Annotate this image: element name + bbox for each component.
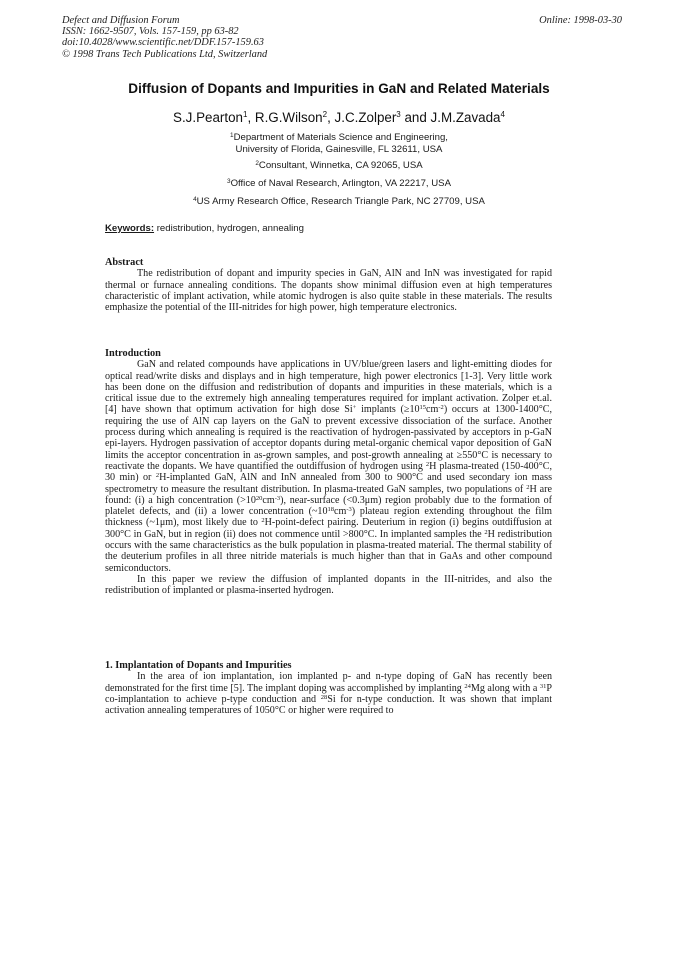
introduction-section [105, 348, 552, 597]
issn-line: ISSN: 1662-9507, Vols. 157-159, pp 63-82 [62, 26, 239, 38]
author-name: J.M.Zavada [430, 110, 501, 125]
section-paragraph: In the area of ion implantation, ion implanted p- and n-type doping of GaN has recently been demonstrated for the first time [5]. The implant doping was accomplished by implanting $^{24}$Mg along with a $^{31}$P co-implantation to achieve p-type conduction and $^{28}$Si for n-type conduction. It was shown that implant activation annealing temperatures of 1050°C or higher were required to [105, 671, 553, 717]
copyright-line: © 1998 Trans Tech Publications Ltd, Switzerland [62, 48, 268, 60]
author-name: S.J.Pearton [173, 110, 243, 125]
author-separator: and [400, 110, 431, 125]
implantation-section [105, 660, 552, 716]
abstract-heading: Abstract [105, 257, 144, 268]
author-mark: 4 [500, 110, 505, 119]
abstract-section [105, 257, 552, 313]
affiliation-line: University of Florida, Gainesville, FL 32611, USA [235, 143, 443, 155]
introduction-paragraph: In this paper we review the diffusion of implanted dopants in the III-nitrides, and also the redistribution of implanted or plasma-inserted hydrogen. [105, 573, 552, 597]
section-heading: 1. Implantation of Dopants and Impurities [105, 660, 292, 671]
abstract-paragraph: The redistribution of dopant and impurity species in GaN, AlN and InN was investigated for rapid thermal or furnace annealing conditions. The dopants show minimal diffusion even at high temperatures characteristic of implant activation, while atomic hydrogen is also quite stable in these materials. The results emphasize the potential of the III-nitrides for high power, high temperature electronics. [105, 268, 552, 314]
affiliation-mark: 1 [230, 132, 234, 139]
affiliation-mark: 3 [227, 178, 231, 185]
author-mark: 3 [396, 110, 401, 119]
citation-block [62, 15, 622, 60]
author-list [0, 110, 678, 125]
affiliation-1 [0, 132, 678, 155]
author-separator: , [247, 110, 255, 125]
online-date: Online: 1998-03-30 [539, 15, 622, 26]
affiliation-line: Office of Naval Research, Arlington, VA 22217, USA [230, 178, 451, 189]
author-mark: 2 [322, 110, 328, 119]
affiliation-line: US Army Research Office, Research Triangle Park, NC 27709, USA [196, 196, 485, 207]
author-separator: , [327, 110, 335, 125]
keywords-line [105, 223, 304, 234]
paper-title: Diffusion of Dopants and Impurities in GaN and Related Materials [128, 81, 550, 96]
affiliation-mark: 4 [193, 196, 197, 203]
affiliation-3 [0, 178, 678, 190]
author-name: J.C.Zolper [334, 110, 397, 125]
introduction-paragraph: GaN and related compounds have applications in UV/blue/green lasers and light-emitting diodes for optical read/write disks and displays and in high temperature, high power electronics [1-3]. Very little work has been done on the diffusion and redistribution of dopants and impurities in these materials, which is a critical issue due to the extremely high annealing temperatures required for implant activation. Zolper et.al. [4] have shown that optimum activation for high dose Si+ implants $(\ge 10^{15}cm^{-2})$ occurs at 1300-1400°C, requiring the use of AlN cap layers on the GaN to prevent excessive dissociation of the surface. Another process during which annealing is required is the reactivation of hydrogen-passivated by acceptors in p-GaN epi-layers. Hydrogen passivation of acceptor dopants during metal-organic chemical vapor deposition of GaN limits the acceptor concentration in as-grown samples, and post-growth annealing at ≥550°C is necessary to reactivate the dopants. We have quantified the outdiffusion of hydrogen using $^2$H plasma-treated (150-400°C, 30 min) or $^2$H-implanted GaN, AlN and InN annealed from 300 to 900°C and used secondary ion mass spectrometry to measure the resultant distribution. In plasma-treated GaN samples, two populations of $^2$H are found: (i) a high concentration $(>10^{20}cm^{-3})$, near-surface (<0.3μm) region probably due to the formation of platelet defects, and (ii) a lower concentration $(\sim 10^{18}cm^{-3})$ plateau region extending throughout the film thickness (~1μm), most likely due to $^2$H-point-defect pairing. Deuterium in region (i) begins outdiffusion at 300°C in GaN, but in region (ii) does not commence until >800°C. In implanted samples the $^2$H redistribution occurs with the same characteristics as the bulk population in plasma-treated material. The thermal stability of the deuterium profiles in all three nitride materials is much higher than that in GaAs and other compound semiconductors. [105, 359, 553, 574]
affiliation-mark: 2 [255, 160, 259, 167]
introduction-heading: Introduction [105, 348, 161, 359]
affiliation-4 [0, 196, 678, 208]
author-mark: 1 [243, 110, 248, 119]
journal-name: Defect and Diffusion Forum [62, 15, 180, 26]
doi-line: doi:10.4028/www.scientific.net/DDF.157-159.63 [62, 37, 264, 49]
author-name: R.G.Wilson [254, 110, 323, 125]
affiliation-line: Consultant, Winnetka, CA 92065, USA [258, 160, 423, 171]
journal-header [62, 15, 622, 60]
keywords-label: Keywords: [105, 223, 155, 234]
affiliation-2 [0, 160, 678, 172]
keywords-text: redistribution, hydrogen, annealing [156, 223, 304, 234]
affiliation-line: Department of Materials Science and Engineering, [233, 132, 448, 143]
